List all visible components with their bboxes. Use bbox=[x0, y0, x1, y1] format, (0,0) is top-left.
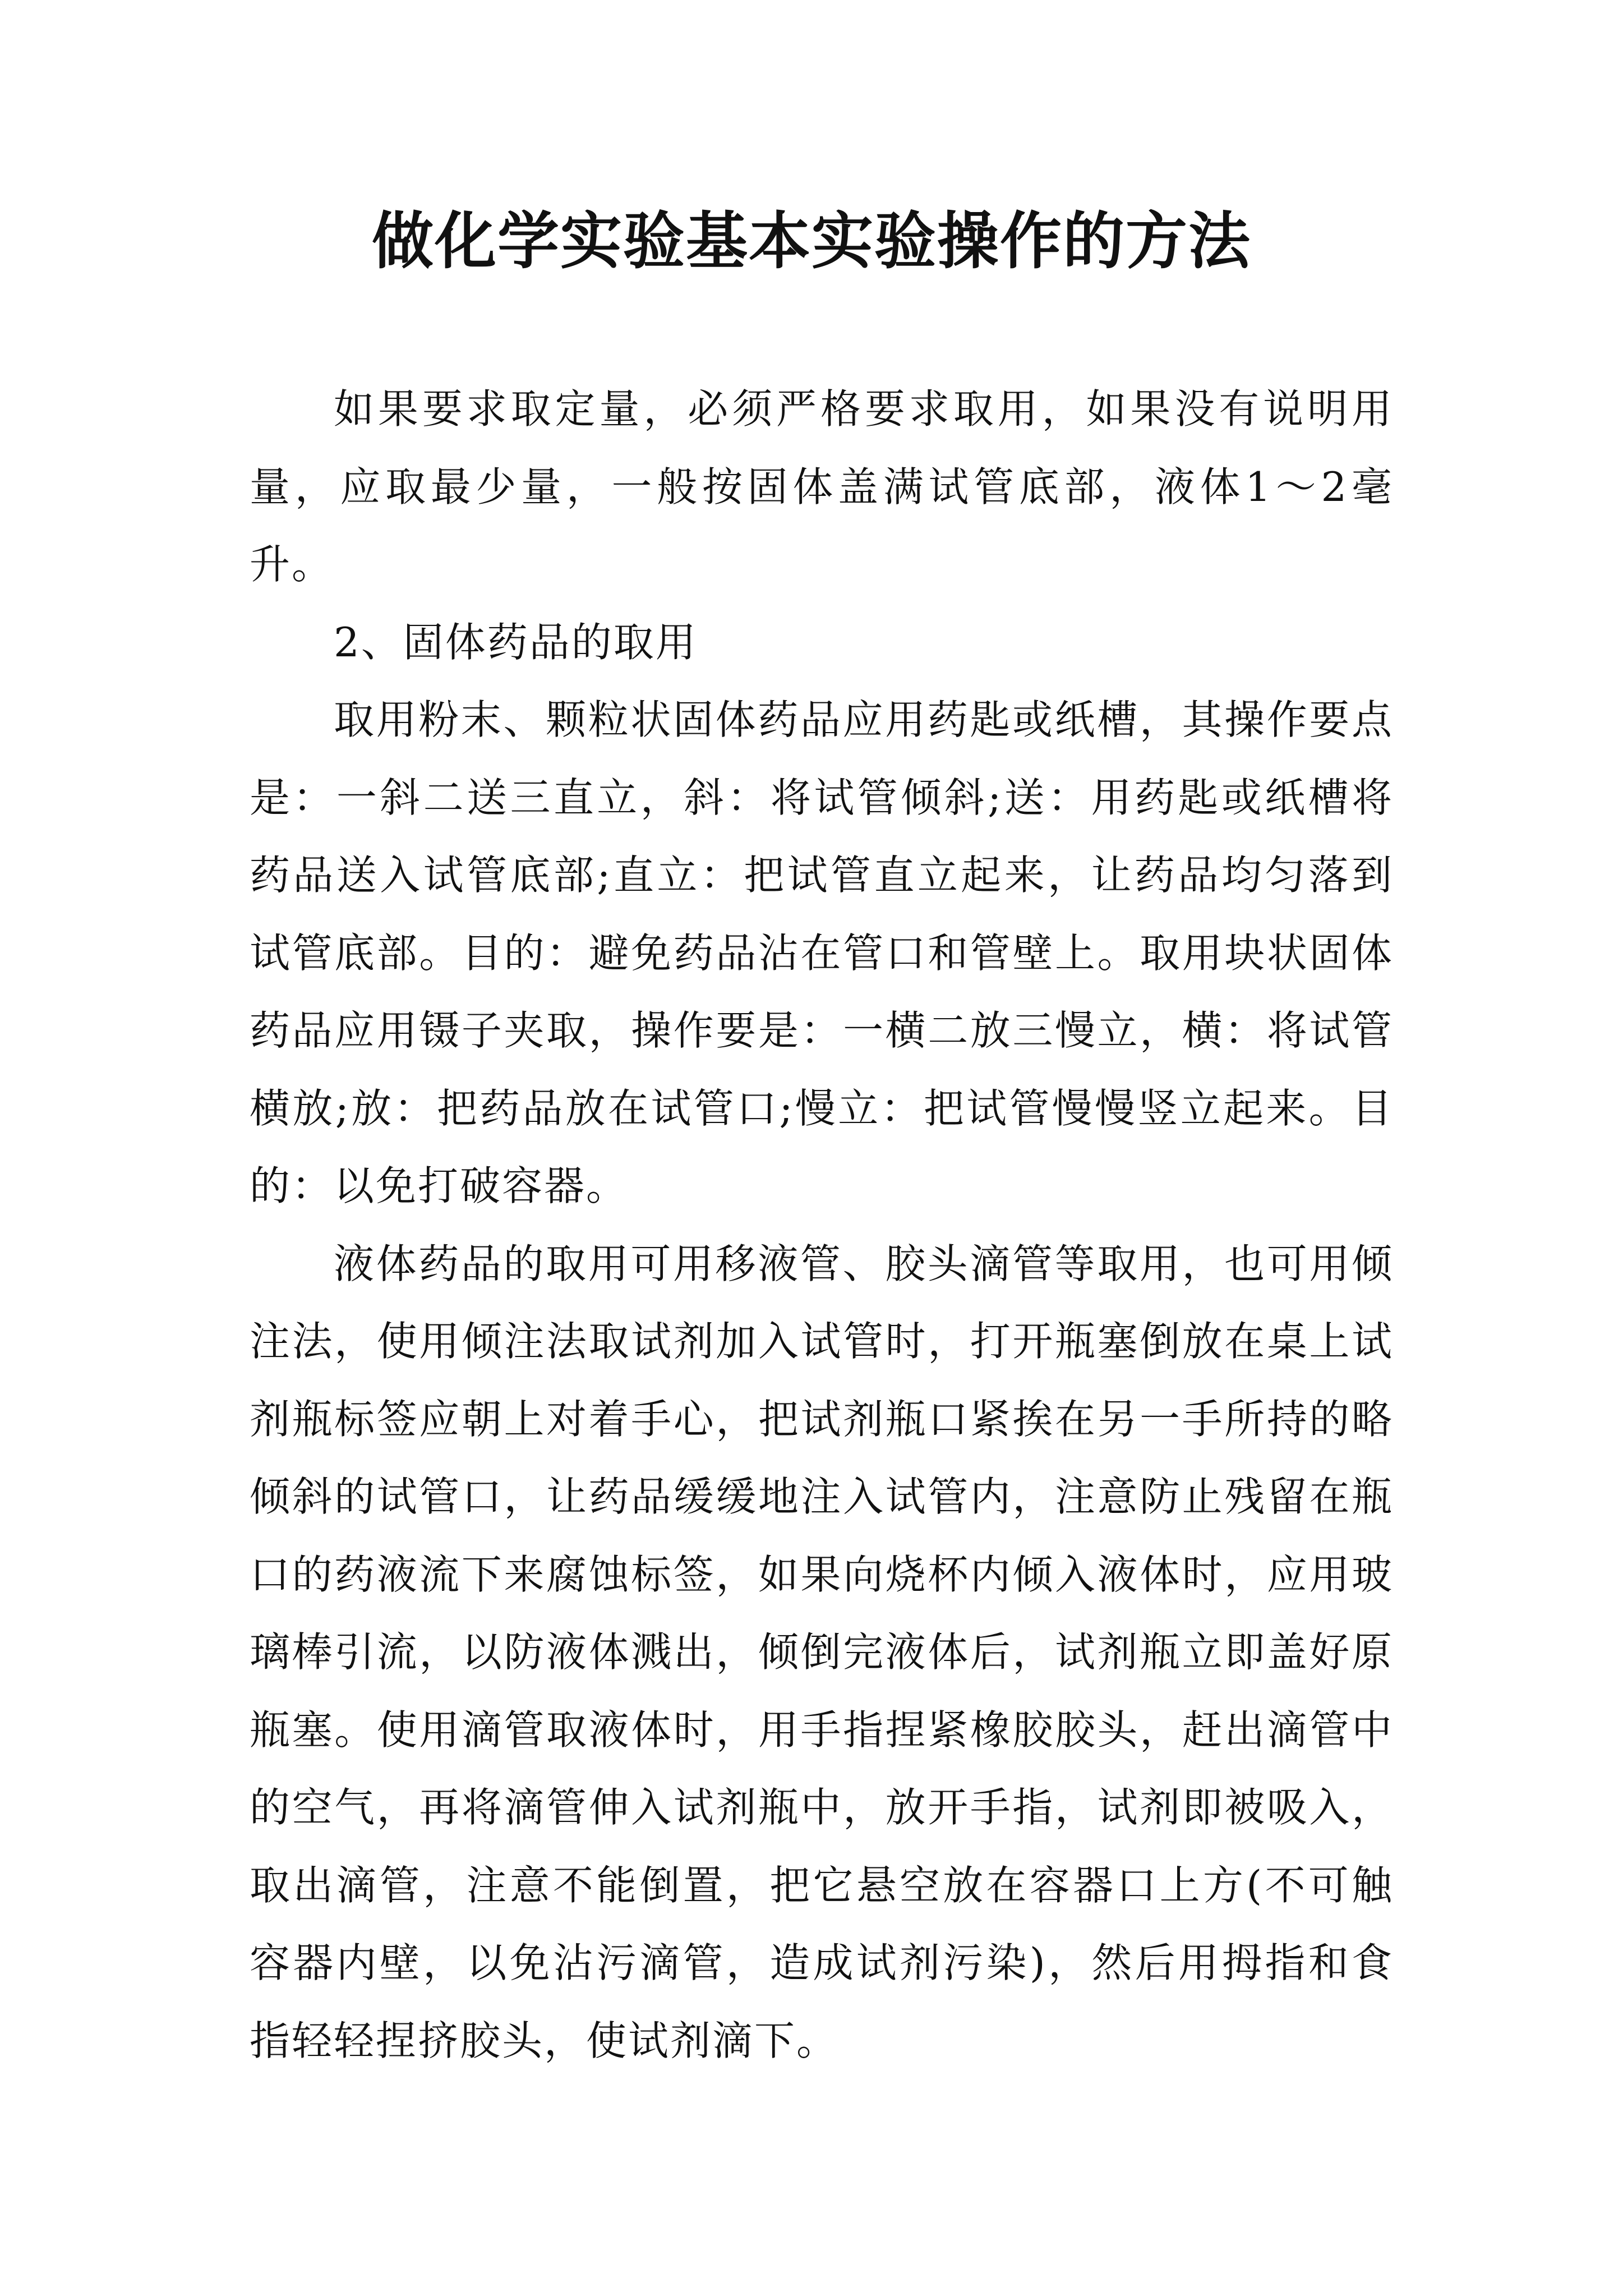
document-body bbox=[250, 370, 1394, 2079]
paragraph-quantity-rule: 如果要求取定量，必须严格要求取用，如果没有说明用量，应取最少量，一般按固体盖满试管底部，液体1～2毫升。 bbox=[250, 385, 1394, 588]
paragraph-solid-reagents: 取用粉末、颗粒状固体药品应用药匙或纸槽，其操作要点是：一斜二送三直立，斜：将试管倾斜;送：用药匙或纸槽将药品送入试管底部;直立：把试管直立起来，让药品均匀落到试管底部。目的：避免药品沾在管口和管壁上。取用块状固体药品应用镊子夹取，操作要是：一横二放三慢立，横：将试管横放;放：把药品放在试管口;慢立：把试管慢慢竖立起来。目的：以免打破容器。 bbox=[250, 696, 1394, 1209]
section-heading-solid-reagents: 2、固体药品的取用 bbox=[334, 618, 698, 666]
paragraph-liquid-reagents: 液体药品的取用可用移液管、胶头滴管等取用，也可用倾注法，使用倾注法取试剂加入试管时，打开瓶塞倒放在桌上试剂瓶标签应朝上对着手心，把试剂瓶口紧挨在另一手所持的略倾斜的试管口，让药品缓缓地注入试管内，注意防止残留在瓶口的药液流下来腐蚀标签，如果向烧杯内倾入液体时，应用玻璃棒引流，以防液体溅出，倾倒完液体后，试剂瓶立即盖好原瓶塞。使用滴管取液体时，用手指捏紧橡胶胶头，赶出滴管中的空气，再将滴管伸入试剂瓶中，放开手指，试剂即被吸入，取出滴管，注意不能倒置，把它悬空放在容器口上方(不可触容器内壁，以免沾污滴管，造成试剂污染)，然后用拇指和食指轻轻捏挤胶头，使试剂滴下。 bbox=[250, 1240, 1394, 2064]
document-title: 做化学实验基本实验操作的方法 bbox=[372, 205, 1251, 277]
